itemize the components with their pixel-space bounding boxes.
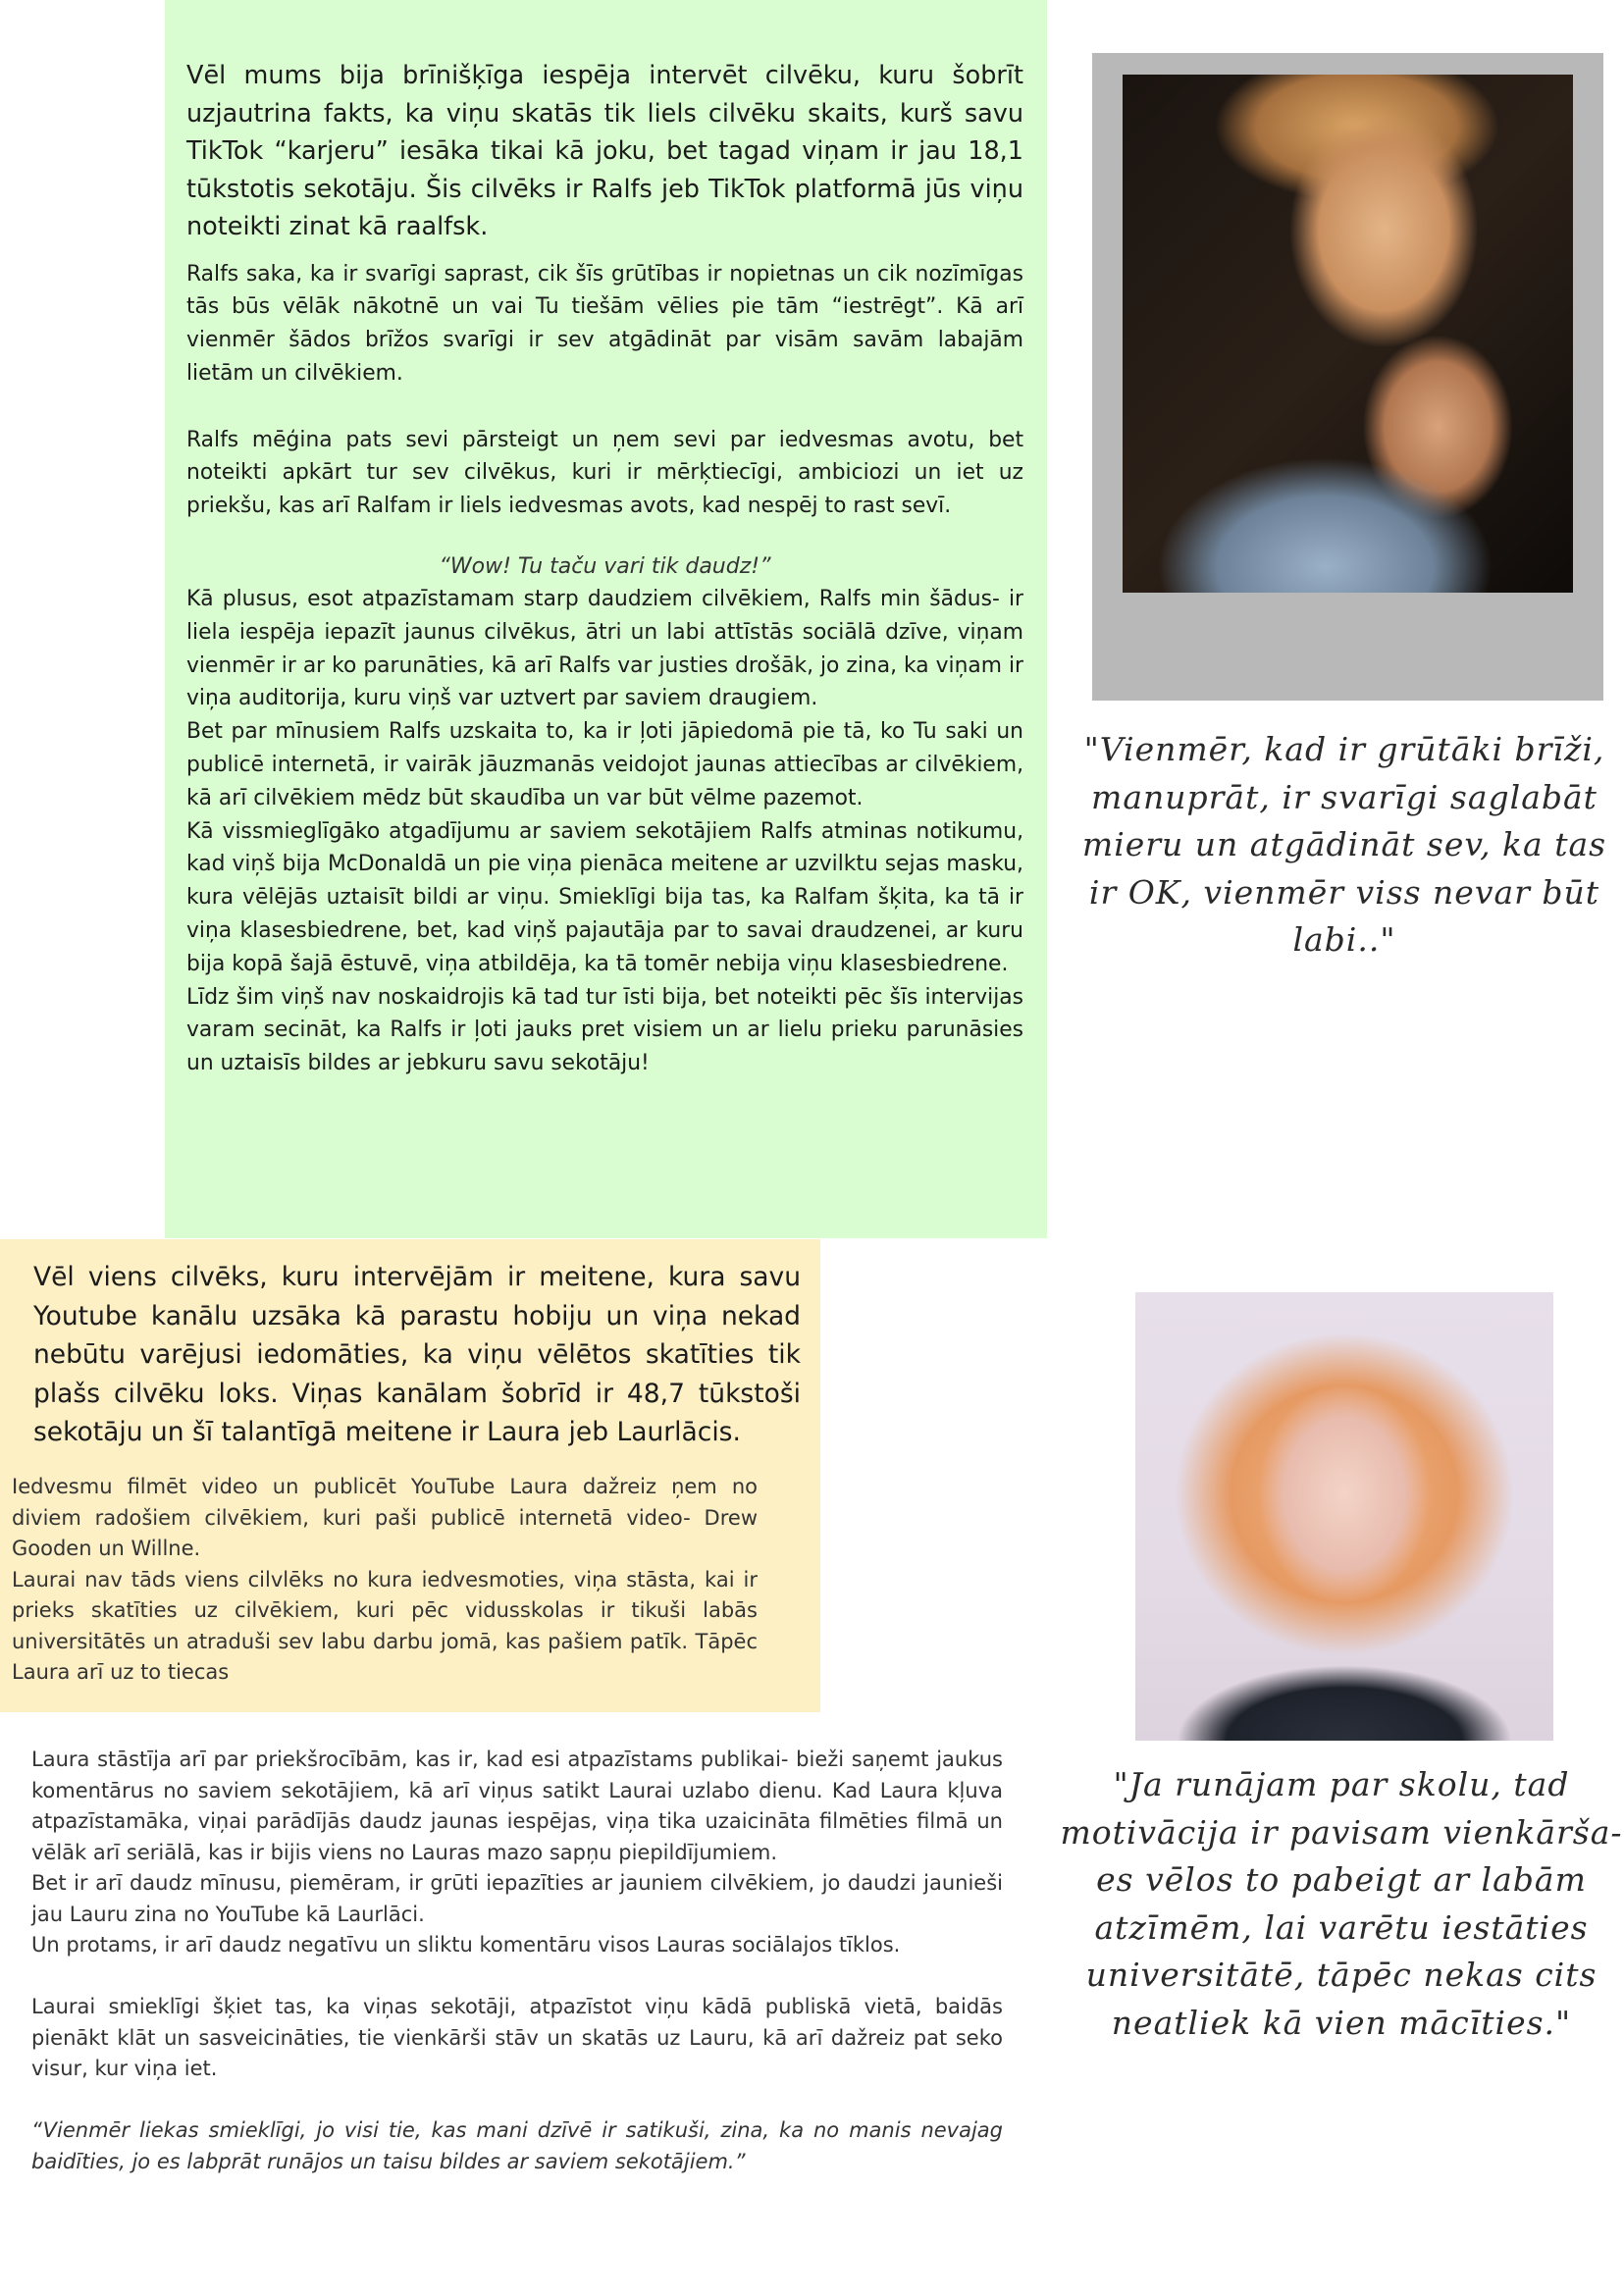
laura-pull-quote: "Ja runājam par skolu, tad motivācija ir pavisam vienkārša- es vēlos to pabeigt ar labām atzīmēm, lai varētu iestāties universitātē, tāpēc nekas cits neatliek kā vien mācīties." (1060, 1765, 1623, 2042)
laura-paragraph-4: Bet ir arī daudz mīnusu, piemēram, ir grūti iepazīties ar jauniem cilvēkiem, jo daudzi jaunieši jau Lauru zina no YouTube kā Laurlāci. (31, 1871, 1003, 1926)
ralfs-intro: Vēl mums bija brīnišķīga iespēja intervēt cilvēku, kuru šobrīt uzjautrina fakts, ka viņu skatās tik liels cilvēku skaits, kurš savu TikTok “karjeru” iesāka tikai kā joku, bet tagad viņam ir jau 18,1 tūkstotis sekotāju. Šis cilvēks ir Ralfs jeb TikTok platformā jūs viņu noteikti zinat kā raalfsk. (186, 61, 1023, 241)
laura-article-section (0, 1239, 820, 1712)
laura-intro: Vēl viens cilvēks, kuru intervējām ir meitene, kura savu Youtube kanālu uzsāka kā parastu hobiju un viņa nekad nebūtu varējusi iedomāties, ka viņu vēlētos skatīties tik plašs cilvēku loks. Viņas kanālam šobrīd ir 48,7 tūkstoši sekotāju un šī talantīgā meitene ir Laura jeb Laurlācis. (33, 1262, 801, 1447)
ralfs-paragraph-6: Līdz šim viņš nav noskaidrojis kā tad tur īsti bija, bet noteikti pēc šīs intervijas varam secināt, ka Ralfs ir ļoti jauks pret visiem un ar lielu prieku parunāsies un uztaisīs bildes ar jebkuru savu sekotāju! (186, 984, 1023, 1076)
laura-closing-quote: “Vienmēr liekas smieklīgi, jo visi tie, kas mani dzīvē ir satikuši, zina, ka no manis nevajag baidīties, jo es labprāt runājos un taisu bildes ar saviem sekotājiem.” (31, 2118, 1003, 2173)
ralfs-paragraph-3: Kā plusus, esot atpazīstamam starp daudziem cilvēkiem, Ralfs min šādus- ir liela iespēja iepazīt jaunus cilvēkus, ātri un labi attīstās sociālā dzīve, viņam vienmēr ir ar ko parunāties, kā arī Ralfs var justies drošāk, jo zina, ka viņam ir viņa auditorija, kuru viņš var uztvert par saviem draugiem. (186, 587, 1023, 711)
ralfs-inline-quote: “Wow! Tu taču vari tik daudz!” (439, 554, 771, 580)
laura-paragraph-6: Laurai smieklīgi šķiet tas, ka viņas sekotāji, atpazīstot viņu kādā publiskā vietā, baidās pienākt klāt un sasveicināties, tie vienkārši stāv un skatās uz Lauru, kā arī dažreiz pat seko visur, kur viņa iet. (31, 1995, 1003, 2080)
ralfs-paragraph-5: Kā vissmieglīgāko atgadījumu ar saviem sekotājiem Ralfs atminas notikumu, kad viņš bija McDonaldā un pie viņa pienāca meitene ar uzvilktu sejas masku, kura vēlējās uztaisīt bildi ar viņu. Smieklīgi bija tas, ka Ralfam šķita, ka tā ir viņa klasesbiedrene, bet, kad viņš pajautāja par to savai draudzenei, ar kuru bija kopā šajā ēstuvē, viņa atbildēja, ka tā tomēr nebija viņu klasesbiedrene. (186, 818, 1023, 976)
laura-paragraph-1: Iedvesmu filmēt video un publicēt YouTube Laura dažreiz ņem no diviem radošiem cilvēkiem, kuri paši publicē internetā video- Drew Gooden un Willne. (12, 1475, 758, 1560)
ralfs-pull-quote: "Vienmēr, kad ir grūtāki brīži, manuprāt, ir svarīgi saglabāt mieru un atgādināt sev, ka tas ir OK, vienmēr viss nevar būt labi.." (1081, 730, 1607, 959)
laura-article-continued (31, 1745, 1003, 2177)
ralfs-paragraph-2: Ralfs mēģina pats sevi pārsteigt un ņem sevi par iedvesmas avotu, bet noteikti apkārt tur sev cilvēkus, kuri ir mērķtiecīgi, ambiciozi un iet uz priekšu, kas arī Ralfam ir liels iedvesmas avots, kad nespēj to rast sevī. (186, 427, 1023, 519)
laura-paragraph-5: Un protams, ir arī daudz negatīvu un sliktu komentāru visos Lauras sociālajos tīklos. (31, 1933, 901, 1957)
laura-paragraph-2: Laurai nav tāds viens cilvlēks no kura iedvesmoties, viņa stāsta, kai ir prieks skatīties uz cilvēkiem, kuri pēc vidusskolas ir tikuši labās universitātēs un atraduši sev labu darbu jomā, kas pašiem patīk. Tāpēc Laura arī uz to tiecas (12, 1567, 758, 1684)
ralfs-paragraph-1: Ralfs saka, ka ir svarīgi saprast, cik šīs grūtības ir nopietnas un cik nozīmīgas tās būs vēlāk nākotnē un vai Tu tiešām vēlies pie tām “iestrēgt”. Kā arī vienmēr šādos brīžos svarīgi ir sev atgādināt par visām savām labajām lietām un cilvēkiem. (186, 261, 1023, 386)
laura-yellow-body (12, 1472, 758, 1689)
laura-photo (1135, 1292, 1553, 1741)
ralfs-photo (1123, 75, 1573, 593)
ralfs-paragraph-4: Bet par mīnusiem Ralfs uzskaita to, ka ir ļoti jāpiedomā pie tā, ko Tu saki un publicē internetā, ir vairāk jāuzmanās veidojot jaunas attiecības ar cilvēkiem, kā arī cilvēkiem mēdz būt skaudība un var būt vēlme pazemot. (186, 719, 1023, 810)
laura-paragraph-3: Laura stāstīja arī par priekšrocībām, kas ir, kad esi atpazīstams publikai- bieži saņemt jaukus komentārus no saviem sekotājiem, kā arī viņus satikt Laurai uzlabo dienu. Kad Laura kļuva atpazīstamāka, viņai parādījās daudz jaunas iespējas, viņa tika uzaicināta filmēties filmā un vēlāk arī seriālā, kas ir bijis viens no Lauras mazo sapņu piepildījumiem. (31, 1748, 1003, 1864)
ralfs-article-section (165, 0, 1047, 1238)
